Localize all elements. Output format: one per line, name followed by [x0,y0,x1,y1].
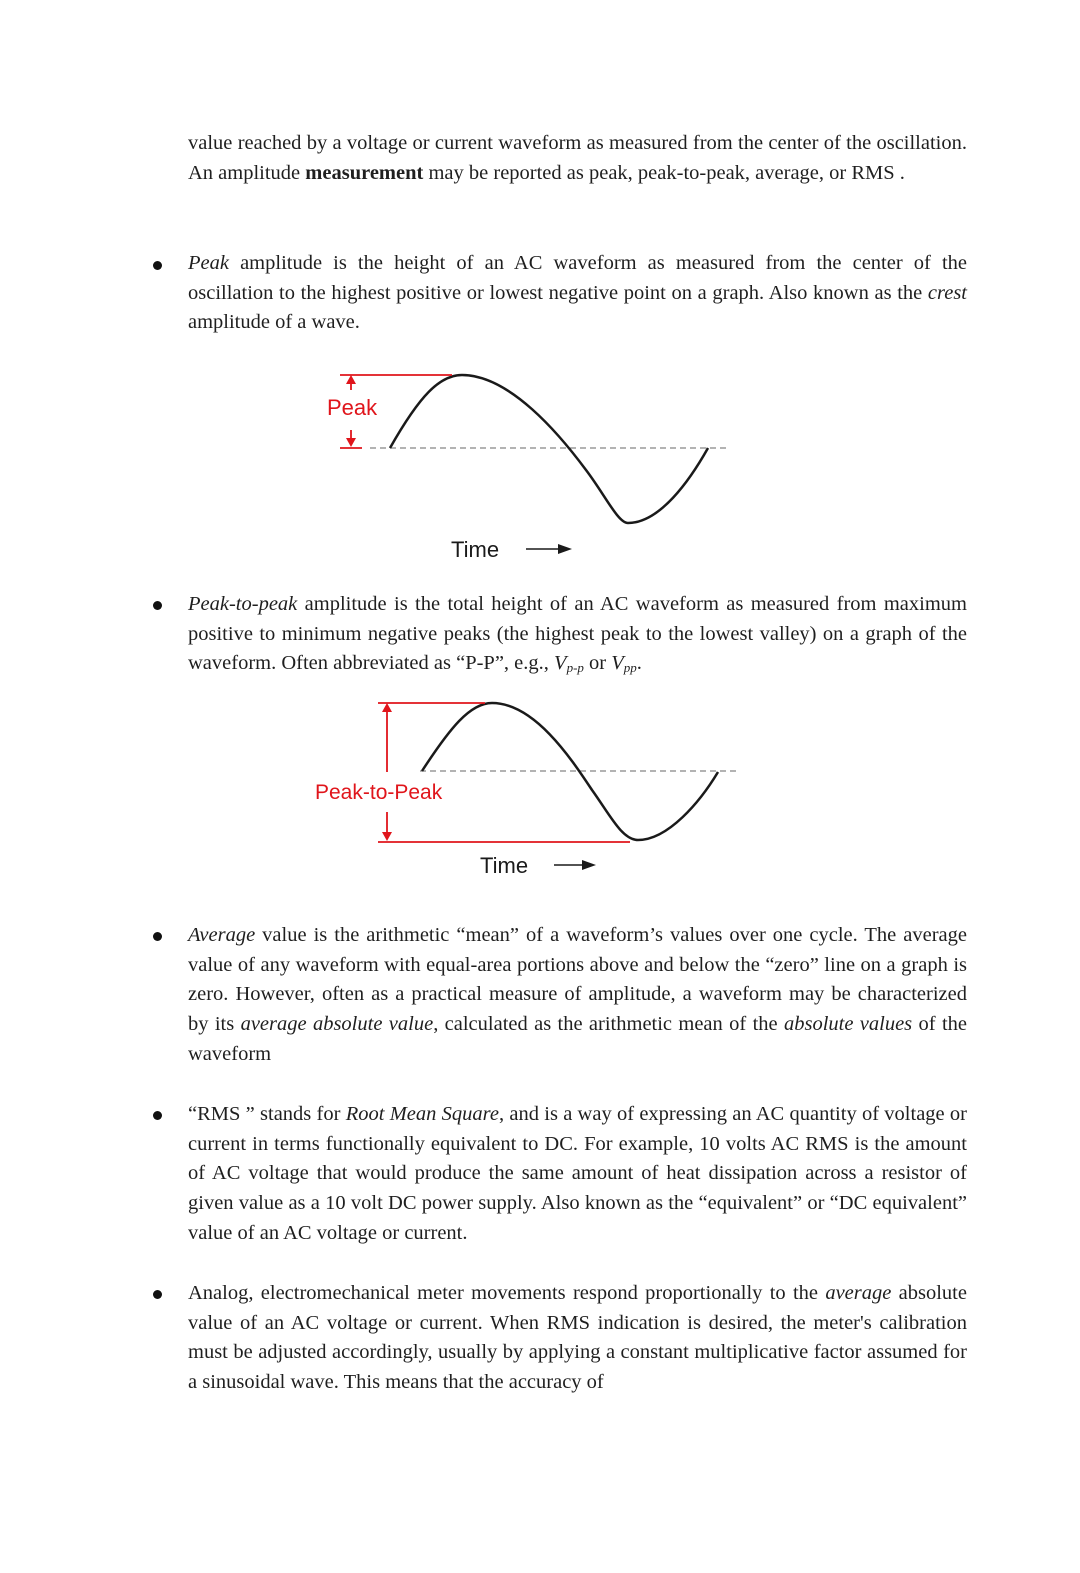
ptp-v2: V [611,652,624,675]
rms-text-2: , and is a way of expressing an AC quantity of voltage or current in terms functionally equivalent to DC. For example, 10 volts AC RMS is the amount of AC voltage that would produce the same amount of heat dissipation across a resistor of given value as a 10 volt DC power supply. Also known as the “equivalent” or “DC equivalent” value of an AC voltage or current. [188,1103,967,1244]
analog-text-2: absolute value of an AC voltage or current. When RMS indication is desired, the meter's calibration must be adjusted accordingly, usually by applying a constant multiplicative factor assumed for a sinusoidal wave. This means that the accuracy of [188,1282,967,1394]
ptp-v2-sub: pp [623,660,637,676]
average-italic-2: absolute values [783,1013,913,1036]
average-text-1: value is the arithmetic “mean” of a waveform’s values over one cycle. The average value of any waveform with equal-area portions above and below the “zero” line on a graph is zero. However, often as a practical measure of amplitude, a waveform may be characterized by its [188,924,967,1036]
analog-text-1: Analog, electromechanical meter movements respond proportionally to the [188,1282,826,1304]
analog-paragraph [188,1279,967,1398]
analog-italic: average [825,1282,892,1304]
average-text-3: of the waveform [188,1013,968,1065]
peak-term: Peak [188,252,229,274]
bullet-icon [152,261,164,273]
peak-text-1: amplitude is the height of an AC waveform as measured from the center of the oscillation to the highest positive or lowest negative point on a graph. Also known as the [188,252,967,304]
peak-to-peak-waveform-figure [300,690,760,885]
peak-paragraph [188,249,967,338]
average-text-2: , calculated as the arithmetic mean of the [433,1013,784,1036]
peak-crest: crest [927,281,967,304]
average-italic-1: average absolute value [240,1013,434,1036]
ptp-v1: V [554,652,567,675]
average-paragraph [188,921,967,1070]
ptp-or: or [583,652,612,675]
time-label: Time [451,537,500,562]
peak-to-peak-paragraph [188,590,967,683]
ptp-v1-sub: p-p [566,660,584,676]
intro-paragraph [188,129,967,188]
ptp-term: Peak-to-peak [188,593,298,615]
ptp-end: . [636,652,642,675]
rms-italic: Root Mean Square [345,1103,499,1125]
bullet-icon [152,932,164,944]
bullet-icon [152,601,164,613]
peak-waveform-figure [300,360,760,575]
rms-paragraph [188,1100,967,1249]
bullet-icon [152,1290,164,1302]
intro-text-2: may be reported as peak, peak-to-peak, average, or RMS . [423,161,905,184]
average-term: Average [188,924,256,946]
intro-bold-measurement: measurement [305,161,424,184]
arrow-up-icon [382,703,392,712]
peak-label: Peak [327,395,378,420]
arrow-right-icon [558,544,572,554]
ptp-text-1: amplitude is the total height of an AC waveform as measured from maximum positive to minimum negative peaks (the highest peak to the lowest valley) on a graph of the waveform. Often abbreviated as “P-P”, e.g., [188,593,967,675]
sine-wave [390,375,708,523]
peak-to-peak-label: Peak-to-Peak [315,781,443,804]
bullet-icon [152,1111,164,1123]
arrow-down-icon [346,438,356,447]
rms-text-1: “RMS ” stands for [188,1103,346,1125]
arrow-up-icon [346,375,356,384]
time-label: Time [480,853,529,878]
arrow-down-icon [382,832,392,841]
peak-text-2: amplitude of a wave. [188,311,360,334]
intro-text-1: value reached by a voltage or current waveform as measured from the center of the oscillation. An amplitude [188,132,967,184]
arrow-right-icon [582,860,596,870]
